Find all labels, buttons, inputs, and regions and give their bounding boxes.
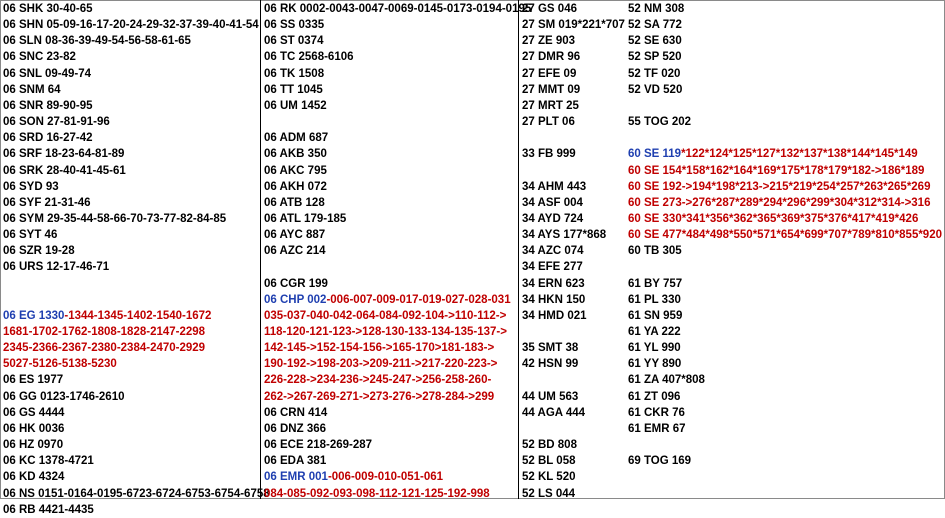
entry-numbers: 1681-1702-1762-1808-1828-2147-2298 (3, 326, 206, 338)
entry-text: 06 GS 4444 (3, 406, 65, 419)
text-line (3, 146, 124, 162)
text-line (522, 211, 583, 227)
entry-text: 06 ST 0374 (264, 35, 324, 48)
entry-text: 06 KC 1378-4721 (3, 455, 94, 468)
entry-code: 60 SE 119 (628, 148, 682, 161)
entry-numbers: 2345-2366-2367-2380-2384-2470-2929 (3, 342, 206, 355)
text-line (522, 98, 579, 114)
entry-text: 34 HKN 150 (522, 293, 586, 306)
text-line (522, 356, 578, 372)
text-line (264, 146, 327, 162)
entry-text: 06 ES 1977 (3, 374, 64, 387)
text-line (264, 356, 497, 372)
text-line (522, 82, 580, 98)
entry-numbers: -1344-1345-1402-1540-1672 (64, 309, 212, 322)
text-line (264, 1, 531, 17)
entry-text: 06 RB 4421-4435 (3, 503, 94, 516)
text-line (522, 1, 577, 17)
entry-text: 06 AYC 887 (264, 229, 326, 242)
text-line (3, 163, 126, 179)
entry-text: 52 LS 044 (522, 487, 576, 500)
text-line (628, 82, 682, 98)
entry-text: 61 YA 222 (628, 326, 681, 338)
text-line (3, 372, 63, 388)
text-line (3, 98, 93, 114)
entry-text: 61 EMR 67 (628, 422, 686, 435)
entry-numbers: 60 SE 477*484*498*550*571*654*699*707*789*810*855*920 (628, 229, 942, 242)
text-line (522, 49, 580, 65)
text-line (628, 340, 681, 356)
entry-numbers: 60 SE 330*341*356*362*365*369*375*376*417*419*426 (628, 212, 919, 225)
text-line (264, 486, 490, 502)
entry-text: 06 KD 4324 (3, 471, 65, 484)
entry-text: 34 AYD 724 (522, 212, 584, 225)
entry-text: 27 EFE 09 (522, 67, 577, 80)
entry-text: 06 SRF 18-23-64-81-89 (3, 148, 125, 161)
text-line (3, 227, 57, 243)
entry-text: 61 PL 330 (628, 293, 681, 306)
text-line (3, 1, 93, 17)
text-line (3, 405, 64, 421)
entry-text: 06 NS 0151-0164-0195-6723-6724-6753-6754-6758 (3, 487, 270, 500)
text-line (3, 356, 117, 372)
text-line (628, 17, 682, 33)
entry-text: 34 EFE 277 (522, 261, 583, 274)
entry-text: 52 NM 308 (628, 3, 685, 15)
entry-text: 06 SNC 23-82 (3, 51, 76, 64)
text-line (628, 372, 705, 388)
text-line (3, 82, 61, 98)
text-line (264, 211, 346, 227)
entry-numbers: 142-145->152-154-156->165-170>181-183-> (264, 342, 495, 355)
entry-text: 06 HZ 0970 (3, 439, 64, 452)
entry-text: 06 EDA 381 (264, 455, 327, 468)
entry-text: 06 CRN 414 (264, 406, 328, 419)
entry-text: 34 AYS 177*868 (522, 229, 607, 242)
text-line (522, 259, 583, 275)
entry-text: 06 TK 1508 (264, 67, 325, 80)
entry-code: 06 CHP 002 (264, 293, 327, 306)
entry-numbers: 226-228->234-236->245-247->256-258-260- (264, 374, 492, 387)
entry-text: 61 YL 990 (628, 342, 681, 355)
text-line (264, 372, 491, 388)
text-line (264, 389, 494, 405)
entry-text: 33 FB 999 (522, 148, 576, 161)
entry-text: 69 TOG 169 (628, 455, 692, 468)
entry-numbers: *122*124*125*127*132*137*138*144*145*149 (681, 148, 918, 161)
text-line (3, 469, 64, 485)
text-line (522, 243, 584, 259)
text-line (264, 98, 327, 114)
text-line (3, 389, 124, 405)
text-line (264, 308, 506, 324)
entry-text: 34 ASF 004 (522, 196, 583, 209)
entry-text: 06 SZR 19-28 (3, 245, 75, 258)
entry-numbers: 084-085-092-093-098-112-121-125-192-998 (264, 487, 490, 500)
text-line (628, 211, 918, 227)
text-line (628, 163, 924, 179)
text-line (628, 114, 691, 130)
text-line (3, 486, 270, 502)
entry-text: 61 YY 890 (628, 358, 682, 371)
entry-text: 27 DMR 96 (522, 51, 581, 64)
text-line (264, 469, 443, 485)
text-line (628, 421, 686, 437)
text-line (522, 66, 576, 82)
text-line (628, 195, 930, 211)
text-line (522, 453, 576, 469)
text-line (628, 292, 681, 308)
entry-numbers: 5027-5126-5138-5230 (3, 358, 117, 371)
entry-text: 52 BL 058 (522, 455, 576, 468)
entry-text: 06 SHK 30-40-65 (3, 3, 93, 15)
text-line (628, 227, 942, 243)
text-line (522, 146, 576, 162)
text-line (522, 389, 578, 405)
text-line (522, 340, 578, 356)
entry-text: 52 VD 520 (628, 83, 683, 96)
text-line (264, 405, 327, 421)
entry-text: 52 SA 772 (628, 19, 682, 32)
entry-text: 52 BD 808 (522, 439, 577, 452)
entry-text: 61 ZT 096 (628, 390, 681, 403)
text-line (3, 324, 205, 340)
entry-text: 06 TT 1045 (264, 83, 323, 96)
text-line (264, 421, 326, 437)
entry-numbers: -006-009-010-051-061 (327, 471, 444, 484)
entry-text: 06 SRD 16-27-42 (3, 132, 93, 145)
entry-text: 27 PLT 06 (522, 116, 575, 129)
entry-text: 27 GS 046 (522, 3, 577, 15)
text-line (522, 17, 625, 33)
entry-text: 44 AGA 444 (522, 406, 586, 419)
text-line (264, 179, 327, 195)
entry-text: 06 SYT 46 (3, 229, 58, 242)
entry-text: 06 SYF 21-31-46 (3, 196, 91, 209)
entry-text: 06 ECE 218-269-287 (264, 439, 373, 452)
text-line (628, 356, 681, 372)
text-line (522, 486, 575, 502)
entry-text: 42 HSN 99 (522, 358, 579, 371)
text-line (628, 276, 682, 292)
entry-text: 06 AZC 214 (264, 245, 326, 258)
entry-text: 60 TB 305 (628, 245, 682, 258)
text-line (264, 453, 326, 469)
text-line (628, 389, 680, 405)
text-line (3, 33, 191, 49)
text-line (264, 17, 324, 33)
entry-text: 27 SM 019*221*707 (522, 19, 625, 32)
entry-text: 06 TC 2568-6106 (264, 51, 354, 64)
text-line (3, 17, 259, 33)
column-divider-2 (518, 0, 519, 499)
text-line (3, 437, 63, 453)
text-line (264, 276, 328, 292)
text-line (3, 49, 76, 65)
entry-text: 06 SYD 93 (3, 180, 59, 193)
entry-text: 52 SE 630 (628, 35, 682, 48)
entry-numbers: 118-120-121-123->128-130-133-134-135-137-> (264, 326, 507, 338)
entry-text: 06 DNZ 366 (264, 422, 327, 435)
entry-text: 06 AKH 072 (264, 180, 327, 193)
entry-text: 34 ERN 623 (522, 277, 585, 290)
text-line (264, 340, 494, 356)
entry-numbers: 035-037-040-042-064-084-092-104->110-112-> (264, 309, 507, 322)
entry-text: 06 HK 0036 (3, 422, 65, 435)
text-line (628, 49, 682, 65)
entry-text: 06 CGR 199 (264, 277, 328, 290)
text-line (264, 227, 325, 243)
text-line (264, 292, 511, 308)
entry-text: 34 AZC 074 (522, 245, 584, 258)
column-divider-1 (260, 0, 261, 499)
entry-text: 61 SN 959 (628, 309, 683, 322)
entry-text: 06 UM 1452 (264, 99, 327, 112)
entry-text: 52 KL 520 (522, 471, 576, 484)
entry-text: 35 SMT 38 (522, 342, 579, 355)
entry-text: 06 SS 0335 (264, 19, 325, 32)
entry-text: 06 RK 0002-0043-0047-0069-0145-0173-0194-0195 (264, 3, 532, 15)
entry-text: 27 MMT 09 (522, 83, 581, 96)
entry-text: 61 CKR 76 (628, 406, 685, 419)
entry-text: 61 ZA 407*808 (628, 374, 705, 387)
entry-text: 52 SP 520 (628, 51, 682, 64)
entry-text: 06 SRK 28-40-41-45-61 (3, 164, 126, 177)
text-line (3, 340, 205, 356)
text-line (264, 324, 507, 340)
entry-text: 27 MRT 25 (522, 99, 579, 112)
entry-text: 06 SNL 09-49-74 (3, 67, 92, 80)
entry-text: 06 ATB 128 (264, 196, 325, 209)
text-line (522, 469, 576, 485)
text-line (628, 179, 930, 195)
text-line (522, 308, 587, 324)
entry-numbers: 190-192->198-203->209-211->217-220-223-> (264, 358, 498, 371)
text-line (522, 405, 585, 421)
text-line (264, 33, 323, 49)
text-line (264, 243, 326, 259)
text-line (522, 292, 585, 308)
text-line (522, 33, 575, 49)
entry-numbers: 60 SE 273->276*287*289*294*296*299*304*312*314->316 (628, 196, 931, 209)
text-line (3, 453, 94, 469)
entry-code: 06 EG 1330 (3, 309, 65, 322)
text-line (264, 130, 328, 146)
text-line (3, 114, 110, 130)
text-line (522, 195, 583, 211)
text-line (628, 405, 685, 421)
text-line (628, 324, 681, 340)
entry-text: 06 SYM 29-35-44-58-66-70-73-77-82-84-85 (3, 212, 227, 225)
entry-text: 06 AKC 795 (264, 164, 327, 177)
entry-text: 52 TF 020 (628, 67, 681, 80)
entry-numbers: -006-007-009-017-019-027-028-031 (326, 293, 511, 306)
text-line (3, 66, 91, 82)
entry-text: 06 ADM 687 (264, 132, 329, 145)
text-line (3, 211, 226, 227)
entry-text: 06 AKB 350 (264, 148, 327, 161)
text-line (628, 243, 682, 259)
text-line (628, 33, 682, 49)
text-line (3, 259, 109, 275)
entry-text: 06 SLN 08-36-39-49-54-56-58-61-65 (3, 35, 191, 48)
entry-text: 27 ZE 903 (522, 35, 576, 48)
text-line (522, 114, 575, 130)
entry-numbers: 60 SE 154*158*162*164*169*175*178*179*182->186*189 (628, 164, 925, 177)
text-line (522, 227, 606, 243)
entry-text: 06 SNR 89-90-95 (3, 99, 93, 112)
text-line (264, 49, 354, 65)
entry-text: 61 BY 757 (628, 277, 683, 290)
entry-text: 06 SHN 05-09-16-17-20-24-29-32-37-39-40-41-54 (3, 19, 259, 32)
text-line (3, 502, 94, 518)
text-line (628, 146, 918, 162)
entry-text: 06 URS 12-17-46-71 (3, 261, 110, 274)
text-line (3, 308, 211, 324)
text-line (522, 437, 577, 453)
text-line (628, 1, 684, 17)
entry-text: 06 ATL 179-185 (264, 212, 347, 225)
text-line (264, 163, 327, 179)
text-line (3, 130, 93, 146)
text-line (522, 276, 585, 292)
entry-text: 34 AHM 443 (522, 180, 587, 193)
entry-text: 34 HMD 021 (522, 309, 587, 322)
text-line (264, 66, 324, 82)
entry-code: 06 EMR 001 (264, 471, 328, 484)
text-line (264, 437, 372, 453)
entry-text: 06 GG 0123-1746-2610 (3, 390, 125, 403)
text-line (628, 453, 691, 469)
text-line (3, 195, 91, 211)
entry-numbers: 262->267-269-271->273-276->278-284->299 (264, 390, 495, 403)
entry-text: 06 SON 27-81-91-96 (3, 116, 110, 129)
entry-text: 44 UM 563 (522, 390, 579, 403)
text-line (628, 308, 682, 324)
text-line (264, 82, 323, 98)
text-line (3, 421, 64, 437)
text-line (264, 195, 325, 211)
entry-text: 06 SNM 64 (3, 83, 61, 96)
text-line (3, 179, 59, 195)
text-line (522, 179, 586, 195)
entry-text: 55 TOG 202 (628, 116, 692, 129)
text-line (3, 243, 75, 259)
entry-numbers: 60 SE 192->194*198*213->215*219*254*257*263*265*269 (628, 180, 931, 193)
text-line (628, 66, 680, 82)
